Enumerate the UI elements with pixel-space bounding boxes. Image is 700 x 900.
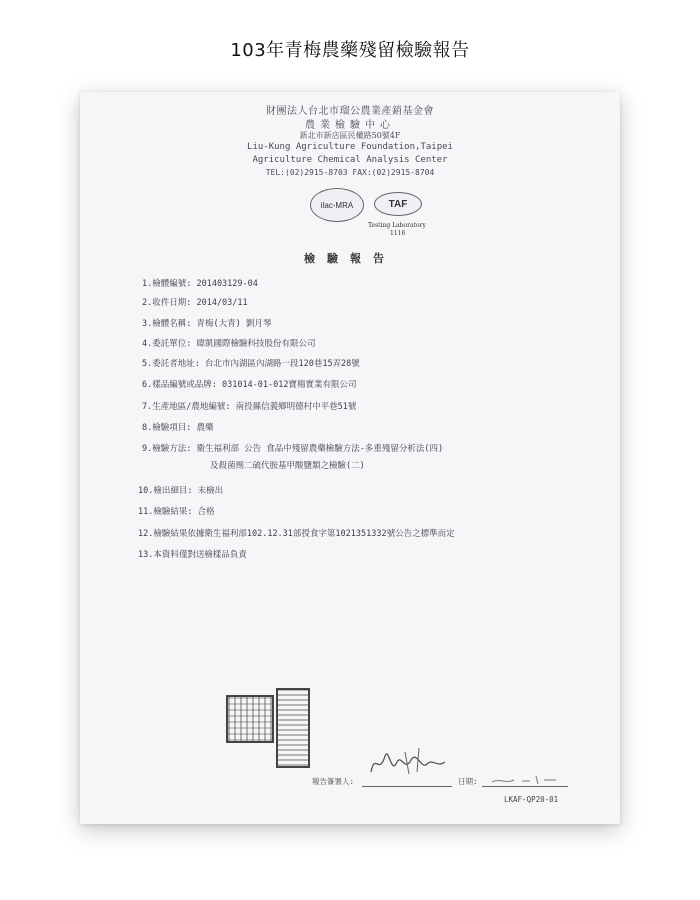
report-title: 檢驗報告 [304,252,396,265]
form-code: LKAF-QP20-01 [504,795,559,804]
item-sample-brand: 6.樣品編號或品牌: 031014-01-012寶楊實業有限公司 [142,380,357,390]
center-name: 農業檢驗中心 [305,120,395,131]
date-line [482,786,568,787]
handwritten-signature [365,742,455,782]
page-title: 103年青梅農藥殘留檢驗報告 [230,40,470,61]
date-label: 日期: [458,777,478,786]
item-standard-basis: 12.檢驗結果依據衛生福利部102.12.31部授食字第1021351332號公告之標準而定 [138,529,455,539]
item-client: 4.委託單位: 暐凱國際檢驗科技股份有限公司 [142,339,316,349]
item-test-item: 8.檢驗項目: 農藥 [142,423,214,433]
signature-line [362,786,452,787]
report-document [80,92,620,824]
item-test-method-cont: 及殺菌劑二硫代胺基甲酸鹽類之檢驗(二) [210,461,365,471]
signer-label: 報告簽署人: [312,777,355,786]
center-name-english: Agriculture Chemical Analysis Center [252,155,448,165]
item-test-method: 9.檢驗方法: 衛生福利部 公告 食品中殘留農藥檢驗方法-多重殘留分析法(四) [142,444,444,454]
address: 新北市新店區民權路50號4F [299,131,401,140]
item-production-area: 7.生產地區/農地編號: 南投縣信義鄉明德村中平巷51號 [142,402,357,412]
agency-seal-stamp [276,688,310,768]
item-detection-details: 10.檢出細目: 未檢出 [138,486,224,496]
official-seal-stamp [226,695,274,743]
item-sample-number: 1.檢體編號: 201403129-04 [142,279,258,289]
handwritten-date [490,772,560,786]
item-disclaimer: 13.本資料僅對送檢樣品負責 [138,550,247,560]
contact-info: TEL:(02)2915-8703 FAX:(02)2915-8704 [265,168,435,177]
item-receipt-date: 2.收件日期: 2014/03/11 [142,298,248,308]
ilac-mra-logo: ilac-MRA [310,188,364,222]
item-test-result: 11.檢驗結果: 合格 [138,507,215,517]
item-client-address: 5.委託者地址: 台北市內湖區內湖路一段120巷15弄28號 [142,359,360,369]
testing-laboratory-label: Testing Laboratory [368,222,426,229]
laboratory-number: 1116 [390,230,406,237]
org-name-english: Liu-Kung Agriculture Foundation,Taipei [247,142,453,152]
item-sample-name: 3.檢體名稱: 青梅(大青) 劉月琴 [142,319,272,329]
taf-logo: TAF [374,192,422,216]
accreditation-logos [310,188,440,238]
org-name: 財團法人台北市瑠公農業產銷基金會 [266,106,434,117]
